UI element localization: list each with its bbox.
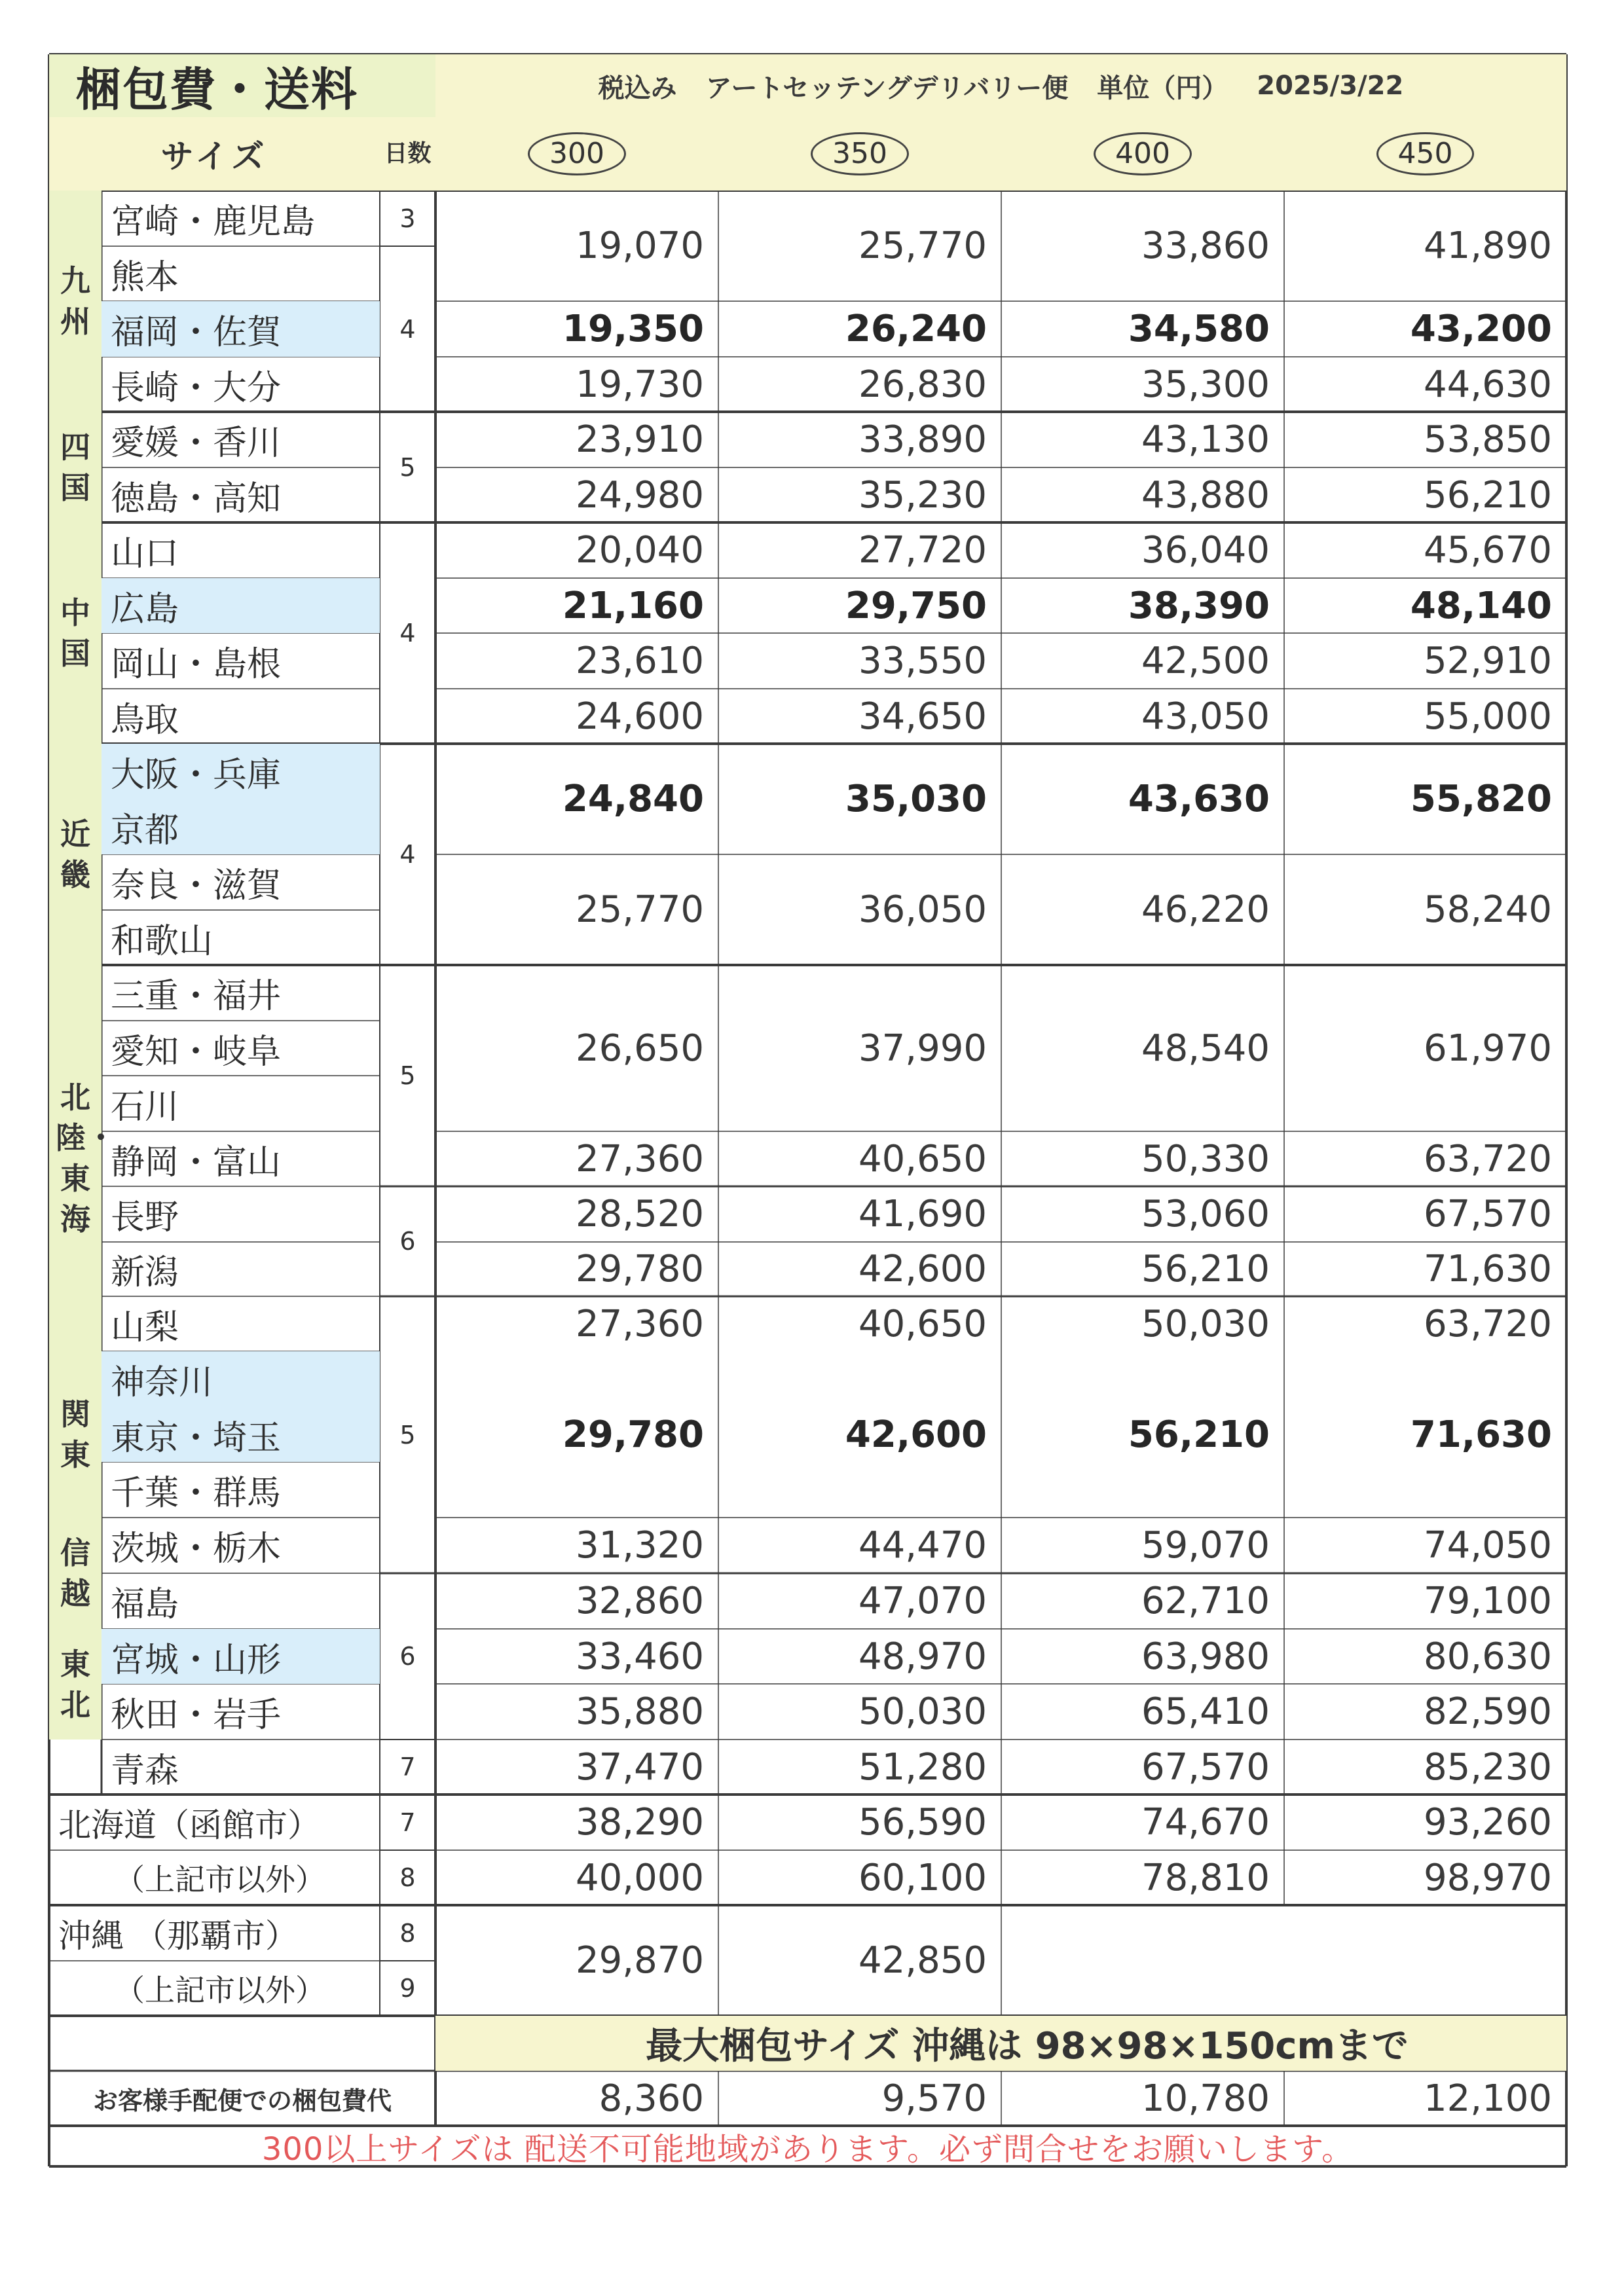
size-450-label: 450 [1376, 132, 1475, 175]
price-cell: 44,630 [1424, 363, 1552, 406]
price-cell: 56,210 [1424, 473, 1552, 517]
price-cell: 50,030 [1141, 1302, 1270, 1345]
price-cell: 35,230 [858, 473, 987, 517]
place-nara-shiga: 奈良・滋賀 [111, 866, 282, 905]
price-cell: 43,630 [1128, 778, 1270, 820]
days-value: 8 [399, 1863, 416, 1892]
price-cell: 24,980 [576, 473, 704, 517]
price-cell: 40,000 [576, 1856, 704, 1899]
okinawa-naha-label: 沖縄 （那覇市） [58, 1916, 298, 1955]
tax-label: 税込み [598, 73, 677, 103]
place-tottori: 鳥取 [111, 700, 179, 740]
price-cell: 19,350 [562, 308, 704, 350]
price-cell: 25,770 [858, 225, 987, 267]
place-kyoto: 京都 [101, 799, 380, 854]
price-cell: 42,600 [845, 1413, 987, 1456]
price-cell: 40,650 [858, 1137, 987, 1180]
price-cell: 65,410 [1141, 1690, 1270, 1733]
price-cell: 41,890 [1424, 225, 1552, 267]
price-cell: 41,690 [858, 1193, 987, 1235]
place-shizuoka-toyama: 静岡・富山 [111, 1142, 282, 1182]
price-cell: 55,000 [1424, 695, 1552, 738]
days-value: 5 [399, 1061, 416, 1090]
price-cell: 40,650 [858, 1302, 987, 1345]
place-ibaraki-tochigi: 茨城・栃木 [111, 1529, 282, 1569]
price-cell: 61,970 [1424, 1027, 1552, 1070]
price-cell: 29,750 [845, 584, 987, 627]
price-cell: 42,850 [858, 1939, 987, 1982]
price-cell: 48,540 [1141, 1027, 1270, 1070]
price-cell: 50,030 [858, 1690, 987, 1733]
days-value: 7 [399, 1753, 416, 1781]
price-cell: 23,610 [576, 640, 704, 682]
price-cell: 19,070 [576, 225, 704, 267]
price-cell: 46,220 [1141, 888, 1270, 931]
place-akita-iwate: 秋田・岩手 [111, 1696, 282, 1735]
price-cell: 24,600 [576, 695, 704, 738]
place-nagasaki-oita: 長崎・大分 [111, 368, 282, 408]
price-cell: 35,880 [576, 1690, 704, 1733]
price-cell: 43,130 [1141, 418, 1270, 461]
size-350-header [718, 117, 1001, 191]
packing-fee-label: お客様手配便での梱包費代 [92, 2086, 392, 2115]
place-tokyo-saitama: 東京・埼玉 [101, 1407, 380, 1462]
place-hiroshima: 広島 [101, 578, 380, 633]
price-cell: 19,730 [576, 363, 704, 406]
region-tohoku: 東北 [49, 1629, 101, 1740]
price-cell: 63,720 [1424, 1137, 1552, 1180]
size-400-header [1001, 117, 1284, 191]
packing-fee-cell: 12,100 [1424, 2077, 1552, 2120]
place-fukuoka-saga: 福岡・佐賀 [101, 301, 380, 357]
price-cell: 67,570 [1141, 1745, 1270, 1789]
packing-fee-cell: 9,570 [881, 2077, 987, 2120]
price-cell: 23,910 [576, 418, 704, 461]
price-cell: 35,030 [845, 778, 987, 820]
days-value: 6 [399, 1227, 416, 1256]
place-ehime-kagawa: 愛媛・香川 [111, 424, 282, 463]
place-nagano: 長野 [111, 1198, 179, 1237]
price-cell: 74,050 [1424, 1524, 1552, 1567]
place-yamanashi: 山梨 [111, 1307, 179, 1347]
price-cell: 45,670 [1424, 529, 1552, 572]
price-cell: 21,160 [562, 584, 704, 627]
price-cell: 25,770 [576, 888, 704, 931]
price-cell: 63,720 [1424, 1302, 1552, 1345]
price-cell: 28,520 [576, 1193, 704, 1235]
price-cell: 79,100 [1424, 1580, 1552, 1622]
price-cell: 33,460 [576, 1635, 704, 1678]
hokkaido-hakodate-label: 北海道（函館市） [58, 1806, 320, 1844]
price-cell: 27,720 [858, 529, 987, 572]
place-aomori: 青森 [111, 1751, 179, 1791]
price-cell: 98,970 [1424, 1856, 1552, 1899]
price-cell: 60,100 [858, 1856, 987, 1899]
price-cell: 62,710 [1141, 1580, 1270, 1622]
price-cell: 20,040 [576, 529, 704, 572]
price-cell: 80,630 [1424, 1635, 1552, 1678]
price-cell: 82,590 [1424, 1690, 1552, 1733]
days-value: 9 [399, 1974, 416, 2003]
region-kyushu: 九州 [49, 191, 101, 412]
price-cell: 48,970 [858, 1635, 987, 1678]
days-value: 5 [399, 1420, 416, 1449]
price-cell: 44,470 [858, 1524, 987, 1567]
price-cell: 59,070 [1141, 1524, 1270, 1567]
price-cell: 43,050 [1141, 695, 1270, 738]
price-cell: 51,280 [858, 1745, 987, 1789]
price-cell: 26,650 [576, 1027, 704, 1070]
region-shikoku: 四国 [49, 412, 101, 522]
shipping-fee-table [49, 54, 1566, 2166]
place-ishikawa: 石川 [111, 1087, 179, 1127]
place-kumamoto: 熊本 [111, 257, 179, 297]
price-cell: 56,210 [1128, 1413, 1270, 1456]
price-cell: 32,860 [576, 1580, 704, 1622]
packing-fee-cell: 8,360 [599, 2077, 704, 2120]
size-300-header [435, 117, 718, 191]
days-value: 4 [399, 840, 416, 869]
price-cell: 38,290 [576, 1801, 704, 1844]
price-cell: 37,470 [576, 1745, 704, 1789]
days-value: 8 [399, 1918, 416, 1948]
page-title: 梱包費・送料 [49, 54, 435, 117]
max-package-note: 最大梱包サイズ 沖縄は 98×98×150cmまで [435, 2016, 1566, 2071]
price-cell: 24,840 [562, 778, 704, 820]
days-value: 3 [399, 204, 416, 233]
price-cell: 53,850 [1424, 418, 1552, 461]
price-cell: 71,630 [1410, 1413, 1552, 1456]
place-niigata: 新潟 [111, 1253, 179, 1292]
price-cell: 93,260 [1424, 1801, 1552, 1844]
price-cell: 43,200 [1410, 308, 1552, 350]
unit-label: 単位（円） [1097, 73, 1228, 103]
delivery-notice: 300以上サイズは 配送不可能地域があります。必ず問合せをお願いします。 [261, 2130, 1354, 2168]
price-cell: 26,830 [858, 363, 987, 406]
price-cell: 33,550 [858, 640, 987, 682]
days-value: 5 [399, 452, 416, 482]
region-kinki: 近畿 [49, 744, 101, 965]
place-fukushima: 福島 [111, 1585, 179, 1624]
size-label: サイズ [49, 117, 380, 191]
price-cell: 33,860 [1141, 225, 1270, 267]
price-cell: 56,590 [858, 1801, 987, 1844]
price-cell: 42,500 [1141, 640, 1270, 682]
price-cell: 53,060 [1141, 1193, 1270, 1235]
size-350-label: 350 [811, 132, 909, 175]
header-info [435, 54, 1566, 117]
price-cell: 37,990 [858, 1027, 987, 1070]
size-450-header [1284, 117, 1566, 191]
region-kanto: 関東 [49, 1351, 101, 1518]
price-cell: 55,820 [1410, 778, 1552, 820]
price-cell: 26,240 [845, 308, 987, 350]
region-chugoku: 中国 [49, 522, 101, 744]
price-cell: 47,070 [858, 1580, 987, 1622]
place-aichi-gifu: 愛知・岐阜 [111, 1032, 282, 1072]
days-value: 4 [399, 619, 416, 647]
days-value: 6 [399, 1642, 416, 1671]
place-miyagi-yamagata: 宮城・山形 [101, 1629, 380, 1684]
price-cell: 52,910 [1424, 640, 1552, 682]
price-cell: 29,870 [576, 1939, 704, 1982]
okinawa-other-label: （上記市以外） [115, 1973, 325, 2008]
place-yamaguchi: 山口 [111, 534, 179, 574]
price-cell: 43,880 [1141, 473, 1270, 517]
price-cell: 63,980 [1141, 1635, 1270, 1678]
place-mie-fukui: 三重・福井 [111, 977, 282, 1016]
place-chiba-gunma: 千葉・群馬 [111, 1474, 282, 1513]
place-kanagawa: 神奈川 [101, 1351, 380, 1407]
price-cell: 48,140 [1410, 584, 1552, 627]
price-cell: 31,320 [576, 1524, 704, 1567]
place-wakayama: 和歌山 [111, 921, 213, 961]
days-value: 4 [399, 314, 416, 344]
price-cell: 27,360 [576, 1302, 704, 1345]
region-hokuriku-tokai: 北陸・東海 [49, 965, 101, 1351]
place-osaka-hyogo: 大阪・兵庫 [101, 744, 380, 799]
price-cell: 42,600 [858, 1248, 987, 1290]
price-cell: 71,630 [1424, 1248, 1552, 1290]
region-shinetsu: 信越 [49, 1518, 101, 1629]
price-cell: 33,890 [858, 418, 987, 461]
price-cell: 27,360 [576, 1137, 704, 1180]
price-cell: 67,570 [1424, 1193, 1552, 1235]
size-300-label: 300 [528, 132, 626, 175]
days-value: 7 [399, 1808, 416, 1837]
price-cell: 58,240 [1424, 888, 1552, 931]
place-miyazaki-kagoshima: 宮崎・鹿児島 [111, 202, 316, 242]
price-cell: 36,040 [1141, 529, 1270, 572]
service-name: アートセッテングデリバリー便 [705, 73, 1069, 103]
packing-fee-cell: 10,780 [1141, 2077, 1270, 2120]
place-okayama-shimane: 岡山・島根 [111, 645, 282, 684]
price-cell: 74,670 [1141, 1801, 1270, 1844]
price-cell: 34,580 [1128, 308, 1270, 350]
price-cell: 29,780 [562, 1413, 704, 1456]
price-cell: 56,210 [1141, 1248, 1270, 1290]
price-cell: 50,330 [1141, 1137, 1270, 1180]
place-tokushima-kochi: 徳島・高知 [111, 479, 282, 519]
price-cell: 29,780 [576, 1248, 704, 1290]
price-cell: 34,650 [858, 695, 987, 738]
size-400-label: 400 [1094, 132, 1192, 175]
price-cell: 38,390 [1128, 584, 1270, 627]
price-cell: 36,050 [858, 888, 987, 931]
price-cell: 78,810 [1141, 1856, 1270, 1899]
date-label: 2025/3/22 [1257, 71, 1404, 101]
days-label: 日数 [380, 117, 435, 191]
price-cell: 85,230 [1424, 1745, 1552, 1789]
price-cell: 35,300 [1141, 363, 1270, 406]
hokkaido-other-label: （上記市以外） [115, 1862, 325, 1897]
